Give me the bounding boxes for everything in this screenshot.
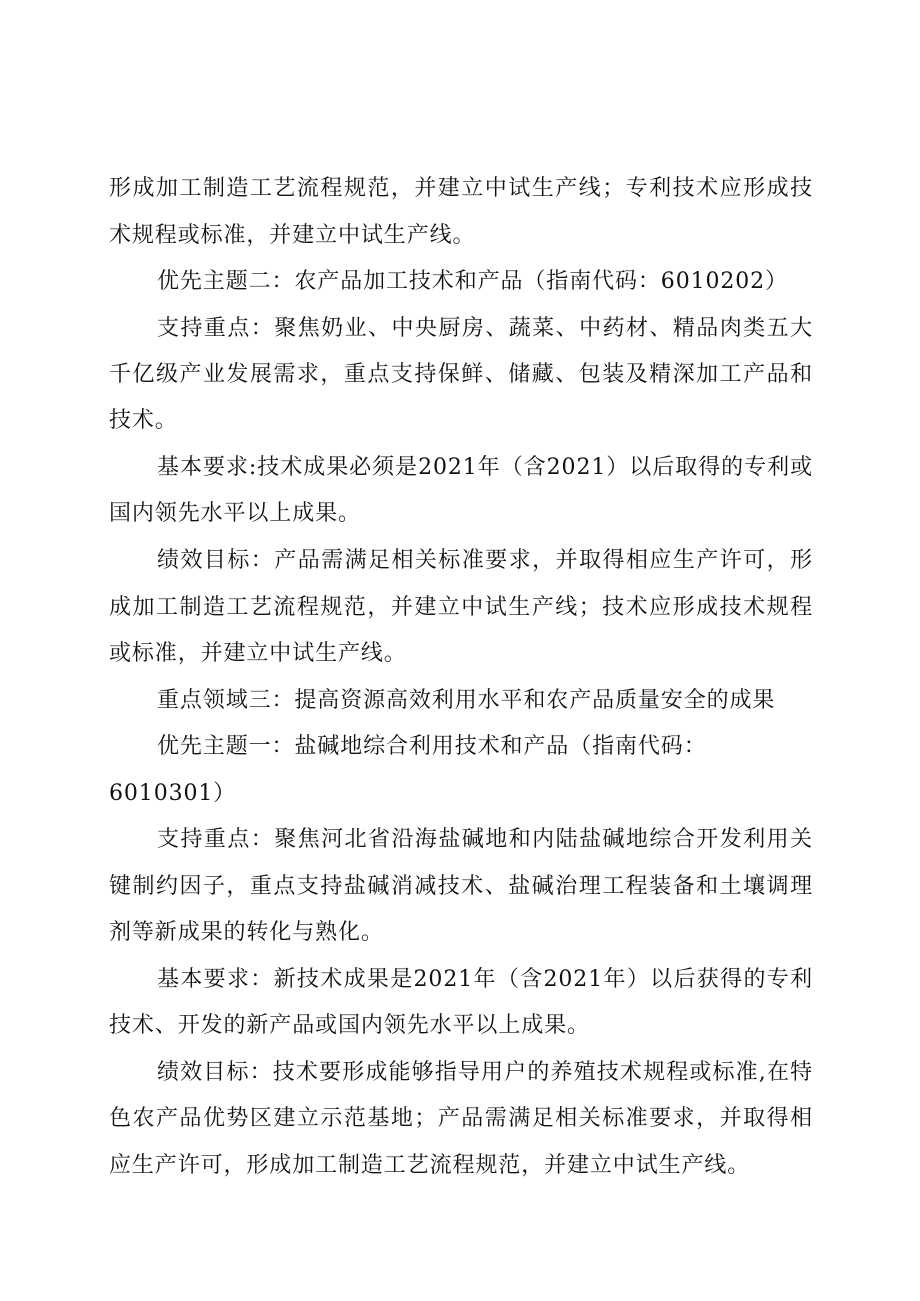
- text-line: 成加工制造工艺流程规范，并建立中试生产线；技术应形成技术规程: [109, 595, 813, 620]
- text-line: 支持重点：聚焦河北省沿海盐碱地和内陆盐碱地综合开发利用关: [157, 827, 813, 852]
- text-line: 术规程或标准，并建立中试生产线。: [109, 223, 476, 248]
- text-line: 基本要求:技术成果必须是2021年（含2021）以后取得的专利或: [157, 455, 813, 480]
- text-line: 或标准，并建立中试生产线。: [109, 641, 407, 666]
- text-line: 剂等新成果的转化与熟化。: [109, 920, 384, 945]
- text-line: 应生产许可，形成加工制造工艺流程规范，并建立中试生产线。: [109, 1153, 751, 1178]
- text-line: 形成加工制造工艺流程规范，并建立中试生产线；专利技术应形成技: [109, 176, 813, 201]
- section-heading: 重点领域三：提高资源高效利用水平和农产品质量安全的成果: [157, 688, 776, 713]
- guide-code: 6010301）: [109, 781, 237, 806]
- text-line: 国内领先水平以上成果。: [109, 501, 361, 526]
- text-line: 千亿级产业发展需求，重点支持保鲜、储藏、包装及精深加工产品和: [109, 362, 813, 387]
- text-line: 色农产品优势区建立示范基地；产品需满足相关标准要求，并取得相: [109, 1106, 813, 1131]
- text-line: 绩效目标：产品需满足相关标准要求，并取得相应生产许可，形: [157, 548, 813, 573]
- text-line: 支持重点：聚焦奶业、中央厨房、蔬菜、中药材、精品肉类五大: [157, 316, 813, 341]
- section-heading: 优先主题一：盐碱地综合利用技术和产品（指南代码：: [157, 734, 707, 759]
- text-line: 技术、开发的新产品或国内领先水平以上成果。: [109, 1013, 590, 1038]
- text-line: 键制约因子，重点支持盐碱消减技术、盐碱治理工程装备和土壤调理: [109, 874, 813, 899]
- text-line: 绩效目标：技术要形成能够指导用户的养殖技术规程或标准,在特: [157, 1060, 813, 1085]
- text-line: 技术。: [109, 408, 178, 433]
- section-heading: 优先主题二：农产品加工技术和产品（指南代码：6010202）: [157, 269, 788, 294]
- text-line: 基本要求：新技术成果是2021年（含2021年）以后获得的专利: [157, 967, 813, 992]
